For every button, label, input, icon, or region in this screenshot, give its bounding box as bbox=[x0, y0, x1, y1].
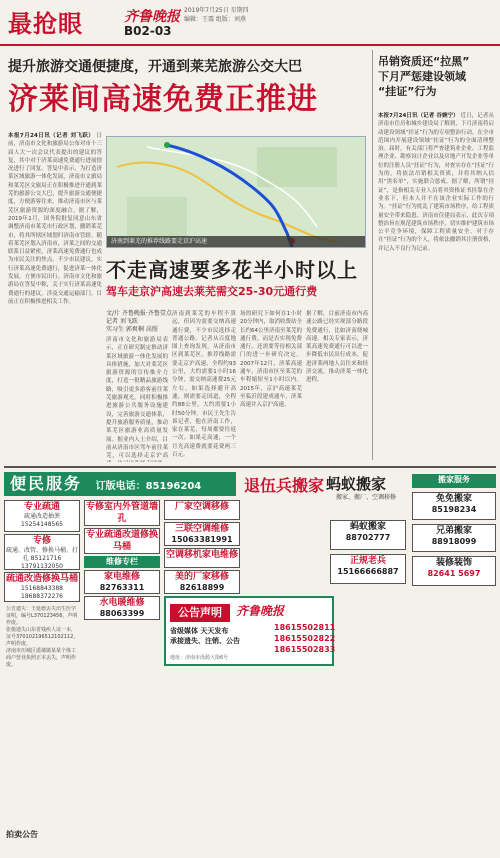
notice-box bbox=[164, 596, 334, 666]
auction-title: 拍卖公告 bbox=[6, 830, 38, 839]
ads-header-title: 便民服务 bbox=[10, 474, 83, 493]
side-title-line-1: 吊销资质还“拉黑” bbox=[378, 55, 470, 68]
issue-editors: 编辑：王震 组版：刘燕 bbox=[184, 16, 246, 23]
ad-box bbox=[164, 548, 240, 568]
side-title-line-3: “挂证”行为 bbox=[378, 85, 437, 98]
mover-big-title: 退伍兵搬家 bbox=[244, 476, 324, 495]
article-text-2: 济南市文化和旅游局表示，正在研究制定推动济莱区域旅游一体化发展的具体措施，加大对莱芜区旅游资源的宣传推介力度，打造一批精品旅游线路，吸引更多游客前往莱芜旅游观光。同时积极推进旅游公共服务设施建设，完善旅游交通体系，提升旅游服务质量，推动莱芜区旅游业高质量发展。据业内人士介绍，目前从济南市区驾车前往莱芜，可以选择走京沪高 bbox=[106, 337, 168, 460]
ads-header-phone: 订版电话：85196204 bbox=[95, 481, 202, 492]
notice-phone: 18615502833 bbox=[274, 645, 336, 654]
ad-text: 疏通、改管、修换马桶、打孔 85121716 13791132050 bbox=[5, 547, 78, 570]
map-caption: 济南到莱芜的推荐线路要走京沪高速 bbox=[107, 236, 365, 247]
notice-box-address: 地址：济南市泺源大街6号 bbox=[170, 655, 229, 661]
ad-phone: 15063381991 bbox=[171, 535, 233, 544]
side-story-text bbox=[378, 112, 494, 462]
article-headline: 济莱间高速免费正推进 bbox=[8, 82, 318, 117]
ad-box bbox=[412, 524, 496, 552]
ad-box bbox=[164, 500, 240, 520]
article-lead: 本报7月24日讯（记者 刘飞跃） bbox=[8, 133, 95, 139]
side-body: 近日，记者从济南市住房和城乡建设局了解到，下月济南将启动建设领域“挂证”行为的专项整治行动，在全市范围内开展建设领域“挂证”行为的全面清理整治。届时，有关部门将严查建筑业企业、工程监理企业、勘察设计企业以及房地产开发企业等单位的注册人员“挂证”行为，对查实存在“挂证”行为的，将依法吊销相关资质，并将其纳入信用“黑名单”，实施联合惩戒。据了解，所谓“挂证”，是指相关专业人员将其资格证书挂靠在企业名下，但本人并不在该企业实际工作的行为。“挂证”行为扰乱了建筑市场秩序，给工程质量安全带来隐患。济南市住建局表示，此次专项整治旨在规范建筑市场秩序，切实维护建筑市场公平竞争环境，保障工程质量安全。对于存在“挂证”行为的个人，将依法撤销其注册资格，并记入不良行为记录。 bbox=[378, 113, 494, 252]
notice-item: 公告遗失：王延德丢失出生医学证明，编号L370123456，声明作废。 bbox=[6, 606, 78, 626]
ad-box bbox=[84, 500, 160, 526]
map-graphic bbox=[107, 137, 366, 248]
ad-title: 专修 bbox=[32, 536, 51, 546]
ad-phone: 82641 5697 bbox=[427, 569, 481, 578]
route-map bbox=[106, 136, 366, 248]
article-column-2 bbox=[106, 336, 168, 462]
masthead bbox=[0, 0, 500, 46]
page-number: B02-03 bbox=[124, 24, 172, 38]
ad-box bbox=[4, 500, 80, 532]
ad-title: 空调移机家电维修 bbox=[165, 550, 238, 560]
byline-line-2: 记者 刘飞跃 bbox=[106, 318, 138, 325]
ad-box bbox=[4, 572, 80, 602]
ad-title: 免免搬家 bbox=[435, 494, 472, 504]
ad-text: 疏通改造抽粪 15254148565 bbox=[21, 513, 63, 528]
article-column-3 bbox=[172, 310, 236, 462]
side-title-line-2: 下月严惩建设领域 bbox=[378, 70, 466, 83]
ad-box bbox=[164, 522, 240, 546]
article-subhead: 不走高速要多花半小时以上 bbox=[106, 258, 358, 282]
auction-label bbox=[6, 830, 80, 850]
ad-box bbox=[84, 528, 160, 554]
mover-3-title: 蚂蚁搬家 bbox=[349, 522, 386, 532]
ad-zheng bbox=[330, 554, 406, 584]
ad-phone: 85198234 bbox=[431, 505, 477, 514]
ad-title: 美的厂家移修 bbox=[174, 572, 229, 582]
paper-logo: 齐鲁晚报 bbox=[124, 9, 180, 25]
ad-phone bbox=[85, 525, 159, 526]
notice-list bbox=[6, 606, 80, 756]
ad-phone: 82763311 bbox=[99, 583, 145, 592]
notice-phone: 18615502811 bbox=[274, 623, 336, 632]
article-column-5 bbox=[306, 310, 368, 462]
ad-title: 厂家空调移修 bbox=[174, 502, 229, 512]
ad-title: 家电维修 bbox=[103, 572, 140, 582]
notice-item: 济南市历城区遥墙镇某某个体工商户营业执照正本丢失，声明作废。 bbox=[6, 648, 77, 668]
ad-text: 15168843388 18688372276 bbox=[21, 585, 63, 600]
notice-slogan-1: 省级媒体 天天发布 bbox=[170, 627, 229, 635]
notice-box-slogan bbox=[170, 626, 270, 646]
ad-mover-big bbox=[244, 474, 324, 498]
article-text-1: 日前，济南市文化和旅游局公布对市十三届人大一次会议代表提出的建议的答复，其中对于济莱高速免费通行进展情况进行了回复。答复中表示，为打造济莱区域旅游一体化发展，济南市文旅局和莱芜区文旅局正在积极推进开通到莱芜的旅游公交大巴，提升旅游交通便捷度，方便游客往来，推动济南市区与莱芜区旅游资源的深度融合。据了解，2019年1月，国务院批复同意山东省调整济南市莱芜市行政区划，撤销莱芜市，将其所辖区域划归济南市管辖。随着莱芜区划入济南市，济莱之间的交通联系日益紧密，济莱高速免费通行也成为市民关注的焦点。不少市民建议，实行济莱高速免费通行，促进济莱一体化发展，方便市民出行。济南市文化和旅游局在答复中称，关于实行济莱高速免费通行的建议，涉及交通运输部门，目前正在积极推进相关工作。 bbox=[8, 133, 102, 305]
article-subhead-2: 驾车走京沪高速去莱芜需交25-30元通行费 bbox=[106, 285, 318, 298]
ad-phone: 88918099 bbox=[431, 537, 477, 546]
ad-mover-2 bbox=[326, 474, 406, 514]
article-byline bbox=[106, 310, 172, 334]
band-repair: 维修专栏 bbox=[84, 556, 160, 568]
article-column-1 bbox=[8, 132, 102, 462]
side-lead: 本报7月24日讯（记者 谷婉宁） bbox=[378, 113, 459, 119]
ad-title: 专修室内外管道墙孔 bbox=[85, 502, 158, 524]
side-story-title bbox=[378, 54, 496, 99]
ad-title: 兄弟搬家 bbox=[435, 526, 472, 536]
side-divider bbox=[372, 50, 373, 460]
ad-phone: 88063399 bbox=[99, 609, 145, 618]
ad-box bbox=[84, 570, 160, 594]
ad-phone bbox=[85, 553, 159, 554]
classified-ads bbox=[4, 466, 496, 854]
byline-line-3: 实习生 郭爽桐 高照 bbox=[106, 326, 158, 333]
ad-box bbox=[4, 534, 80, 570]
ad-title: 疏通改造修换马桶 bbox=[5, 574, 78, 584]
section-brand: 最抢眼 bbox=[8, 10, 83, 38]
article-text-5: 据了解，目前济南市内高速公路已经实现部分路段免费通行，比如济南绕城高速。相关专家表示，济莱高速免费通行可以进一步降低市民出行成本，促进济莱两地人员往来和经济交流，推动济莱一体化进程。 bbox=[306, 311, 368, 384]
band-mover: 搬家服务 bbox=[412, 474, 496, 488]
ad-title: 水电暖维修 bbox=[99, 598, 145, 608]
notice-slogan-2: 承接遗失、注销、公告 bbox=[170, 637, 240, 645]
zheng-phone: 15166666887 bbox=[337, 567, 399, 576]
notice-box-phones bbox=[274, 622, 335, 655]
issue-meta bbox=[184, 6, 249, 24]
article-text-4: 场的研究下如何在1小时20分钟内，取消收费站全长约64公里济南至莱芜的通行费，而是否实现免费通行，还需要等待相关部门的进一步研究决定。2007年12月，济莱高速通车，济南市区至莱芜的车程缩短至1小时以内。2015年，京沪高速莱芜至临沂段建成通车，济莱高速并入京沪高速。 bbox=[240, 311, 302, 409]
ad-box bbox=[412, 556, 496, 586]
ad-mover-3 bbox=[330, 520, 406, 550]
notice-phone: 18615502822 bbox=[274, 634, 336, 643]
byline-line-1: 文/片 齐鲁晚报·齐鲁壹点 bbox=[106, 310, 172, 317]
ad-box bbox=[164, 570, 240, 594]
small-print-area bbox=[244, 672, 496, 852]
ad-box bbox=[412, 492, 496, 520]
mover-2-title: 蚂蚁搬家 bbox=[326, 475, 387, 493]
ad-title: 装修装饰 bbox=[435, 558, 472, 568]
ad-title: 三联空调维修 bbox=[174, 524, 229, 534]
ad-title: 专业疏通改道修换马桶 bbox=[85, 530, 158, 552]
ad-box bbox=[84, 596, 160, 620]
ad-phone: 82618899 bbox=[179, 583, 225, 592]
zheng-title: 正规老兵 bbox=[349, 556, 386, 566]
ads-header bbox=[4, 472, 236, 496]
notice-box-title: 公告声明 bbox=[170, 604, 230, 622]
article-column-4 bbox=[240, 310, 302, 462]
notice-item: 张俊遗失山东省残疾人证一本，证号370102196512102112，声明作废。 bbox=[6, 627, 79, 647]
article-kicker: 提升旅游交通便捷度，开通到莱芜旅游公交大巴 bbox=[8, 59, 302, 75]
notice-box-logo: 齐鲁晚报 bbox=[236, 604, 285, 618]
mover-2-services: 搬家、搬厂、空调移修 bbox=[335, 494, 396, 501]
issue-date: 2019年7月25日 星期四 bbox=[184, 7, 249, 14]
ad-title: 专业疏通 bbox=[23, 502, 60, 512]
mover-3-phone: 88702777 bbox=[345, 533, 391, 542]
article-text-3: 济南到莱芜的车程不算远，但因为需要交纳高速通行费，不少市民选择走普通公路。记者从百度地图上查询发现，从济南市区到莱芜区，推荐线路需要走京沪高速，全程约93公里，大约需要1小时16分钟，需交纳高速费25元左右。如果选择避开高速，则需要走国道，全程约88公里，大约需要1小时50分钟。市民王先生告诉记者，他在济南工作，家在莱芜，每周都要往返一次。如果走高速，一个月光高速费就要花费两三百元。 bbox=[172, 311, 236, 459]
